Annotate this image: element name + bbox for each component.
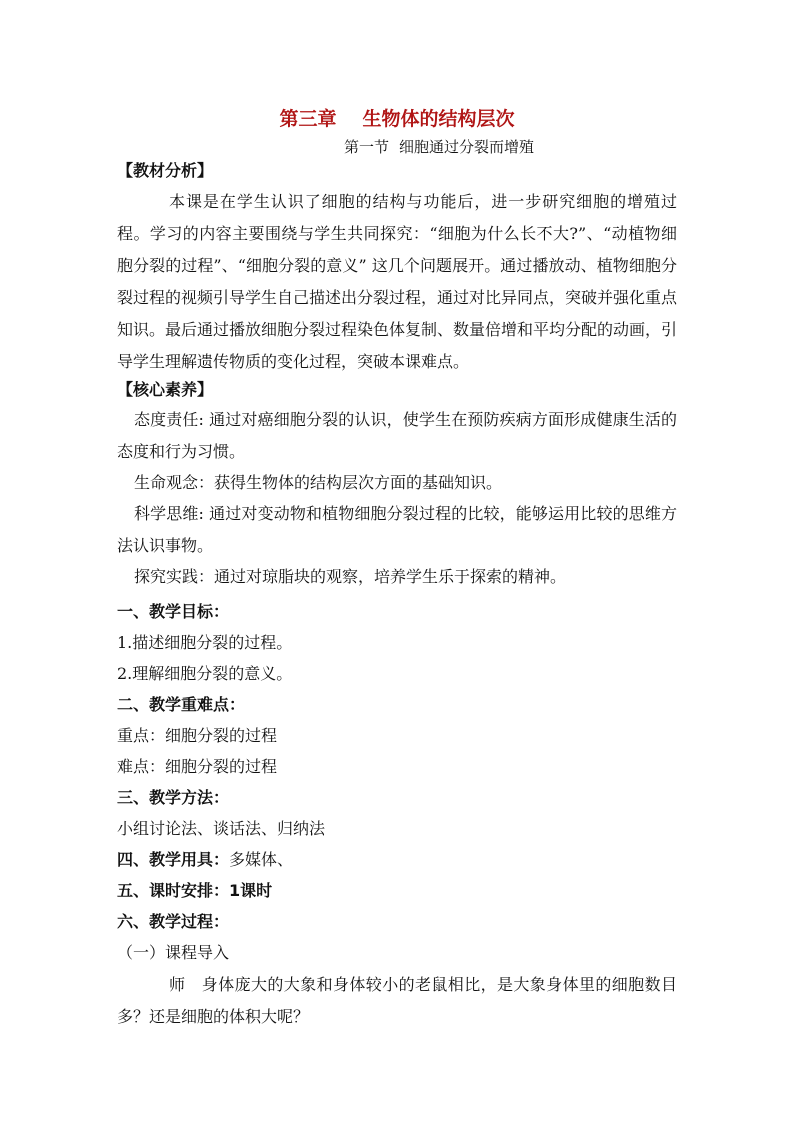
tools-heading: 四、教学用具： — [117, 850, 230, 869]
tools-line — [117, 850, 293, 870]
schedule-text: 1课时 — [229, 881, 273, 900]
chapter-number: 第三章 — [279, 108, 337, 130]
methods-text: 小组讨论法、谈话法、归纳法 — [117, 819, 326, 838]
section-title — [344, 136, 534, 157]
goal-item-2: 2.理解细胞分裂的意义。 — [117, 664, 293, 683]
section-name: 细胞通过分裂而增殖 — [399, 138, 535, 156]
chapter-title — [0, 104, 794, 131]
tools-text: 多媒体、 — [229, 850, 294, 869]
difficult-point: 难点：细胞分裂的过程 — [117, 757, 278, 776]
key-point: 重点：细胞分裂的过程 — [117, 726, 278, 745]
chapter-name: 生物体的结构层次 — [362, 108, 515, 130]
literacy-item-scientific-thinking: 科学思维: 通过对变动物和植物细胞分裂过程的比较，能够运用比较的思维方法认识事物。 — [117, 504, 677, 555]
schedule-heading: 五、课时安排： — [117, 881, 230, 900]
literacy-item-attitude: 态度责任: 通过对癌细胞分裂的认识，使学生在预防疾病方面形成健康生活的态度和行为习惯。 — [117, 410, 677, 461]
literacy-heading: 【核心素养】 — [117, 380, 214, 399]
process-subheading: （一）课程导入 — [117, 943, 230, 962]
process-heading: 六、教学过程： — [117, 912, 230, 931]
goal-item-1: 1.描述细胞分裂的过程。 — [117, 633, 293, 652]
methods-heading: 三、教学方法： — [117, 788, 230, 807]
literacy-item-practice: 探究实践：通过对琼脂块的观察，培养学生乐于探索的精神。 — [134, 567, 567, 586]
process-paragraph: 师 身体庞大的大象和身体较小的老鼠相比，是大象身体里的细胞数目多？还是细胞的体积大呢？ — [117, 975, 677, 1026]
analysis-heading: 【教材分析】 — [117, 161, 214, 180]
schedule-line — [117, 881, 272, 901]
analysis-paragraph: 本课是在学生认识了细胞的结构与功能后，进一步研究细胞的增殖过程。学习的内容主要围绕与学生共同探究：“细胞为什么长不大?”、“动植物细胞分裂的过程”、“细胞分裂的意义” 这几个问题展开。通过播放动、植物细胞分裂过程的视频引导学生自己描述出分裂过程，通过对比异同点，突破并强化重点知识。最后通过播放细胞分裂过程染色体复制、数量倍增和平均分配的动画，引导学生理解遗传物质的变化过程，突破本课难点。 — [117, 192, 678, 371]
section-number: 第一节 — [344, 138, 390, 156]
keypoints-heading: 二、教学重难点： — [117, 695, 246, 714]
goals-heading: 一、教学目标： — [117, 602, 230, 621]
literacy-item-life-concept: 生命观念：获得生物体的结构层次方面的基础知识。 — [134, 473, 503, 492]
